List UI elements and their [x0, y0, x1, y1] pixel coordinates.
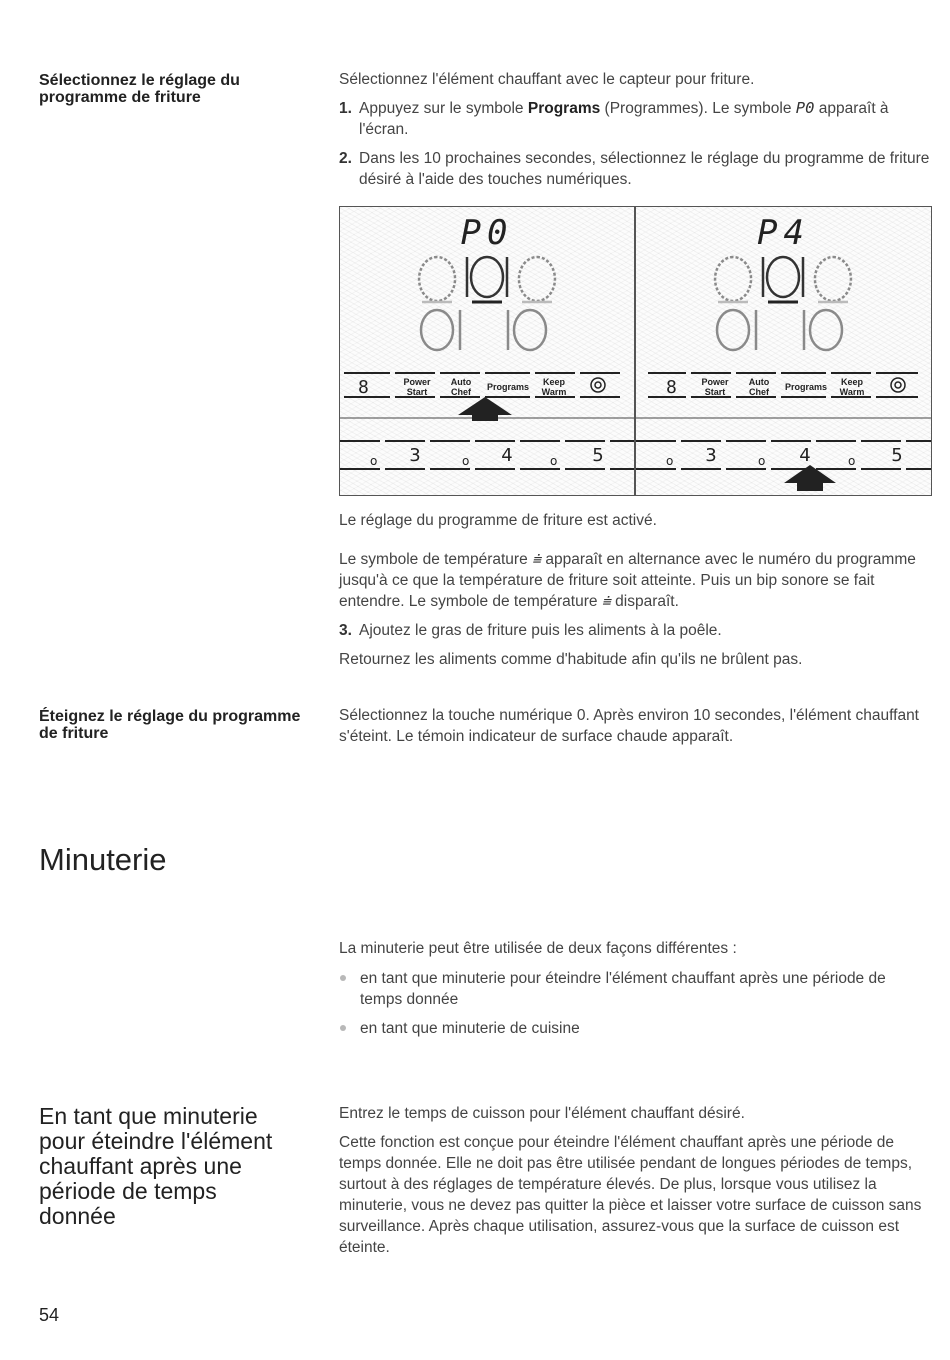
step-3 — [339, 620, 939, 641]
intro-paragraph: Sélectionnez l'élément chauffant avec le capteur pour friture. — [339, 71, 755, 88]
number-key-4: 4 — [799, 445, 811, 466]
bullet-icon — [340, 1025, 346, 1031]
timer-off-para-1: Entrez le temps de cuisson pour l'élément chauffant désiré. — [339, 1105, 745, 1122]
timer-icon — [591, 378, 605, 392]
step-2 — [339, 148, 939, 190]
auto-chef-key: Auto Chef — [450, 377, 472, 397]
step-number: 1. — [339, 100, 352, 117]
cooktop-figure — [339, 206, 932, 496]
step-number: 2. — [339, 150, 352, 167]
power-start-key: Power Start — [403, 377, 431, 397]
svg-text:o: o — [666, 454, 674, 468]
zone-digit: 8 — [358, 377, 369, 398]
para-text: disparaît. — [610, 593, 679, 610]
step-text: (Programmes). Le symbole — [600, 100, 796, 117]
keep-warm-key: Keep Warm — [839, 377, 865, 397]
section-heading-turn-off-frying: Éteignez le réglage du programme de friture — [39, 708, 301, 742]
burner-icons — [419, 257, 555, 350]
activated-paragraph: Le réglage du programme de friture est activé. — [339, 512, 657, 529]
programs-key: Programs — [486, 382, 530, 392]
programs-key: Programs — [784, 382, 828, 392]
number-key-3: 3 — [705, 445, 717, 466]
temperature-paragraph — [339, 549, 939, 612]
section-heading-select-frying: Sélectionnez le réglage du programme de friture — [39, 72, 240, 106]
step-number: 3. — [339, 622, 352, 639]
p0-symbol: P0 — [795, 99, 815, 117]
svg-text:o: o — [758, 454, 766, 468]
timer-off-para-2: Cette fonction est conçue pour éteindre l'élément chauffant après une période de temps donnée. Elle ne doit pas être utilisée pendant de longues périodes de temps, surtout à des réglages de température élevés. De plus, lorsque vous utilisez la minuterie, vous ne devez pas quitter la pièce et laisser votre surface de cuisson sans surveillance. Après chaque utilisation, assurez-vous que la surface de cuisson est éteinte. — [339, 1134, 922, 1256]
display-readout: P4 — [757, 213, 810, 253]
control-panel-left — [340, 207, 634, 495]
temperature-symbol-icon: ⩧ — [601, 592, 611, 610]
arrow-up-icon — [458, 397, 512, 421]
section-body-select-frying — [339, 69, 939, 198]
bullet-icon — [340, 975, 346, 981]
zone-digit: 8 — [666, 377, 677, 398]
svg-text:o: o — [848, 454, 856, 468]
auto-chef-key: Auto Chef — [748, 377, 770, 397]
burner-icons — [715, 257, 851, 350]
display-readout: P0 — [460, 213, 514, 253]
svg-text:o: o — [462, 454, 470, 468]
number-key-5: 5 — [592, 445, 604, 466]
para-text: apparaît en alternance avec le numéro du programme jusqu'à ce que la température de friture soit atteinte. Puis un bip sonore se fait entendre. Le symbole de température — [339, 551, 916, 610]
number-key-4: 4 — [501, 445, 513, 466]
section-body-after-figure — [339, 510, 939, 678]
step-text: Dans les 10 prochaines secondes, sélectionnez le réglage du programme de friture désiré à l'aide des touches numériques. — [359, 150, 930, 188]
timer-icon — [891, 378, 905, 392]
programs-term: Programs — [527, 100, 601, 117]
section-heading-timer-off: En tant que minuterie pour éteindre l'élément chauffant après une période de temps donnée — [39, 1103, 273, 1229]
temperature-symbol-icon: ⩧ — [532, 550, 542, 568]
control-panel-right — [636, 207, 931, 495]
minuterie-intro: La minuterie peut être utilisée de deux façons différentes : — [339, 940, 737, 957]
list-item — [339, 968, 929, 1010]
list-item-text: en tant que minuterie pour éteindre l'élément chauffant après une période de temps donnée — [360, 970, 886, 1008]
list-item — [339, 1018, 929, 1039]
step-1 — [339, 98, 939, 140]
para-text: Le symbole de température — [339, 551, 532, 568]
svg-text:o: o — [370, 454, 378, 468]
minuterie-body — [339, 938, 929, 1047]
power-start-key: Power Start — [701, 377, 729, 397]
page-number: 54 — [39, 1305, 60, 1325]
svg-text:o: o — [550, 454, 558, 468]
page-title: Minuterie — [39, 842, 167, 877]
step-text: apparaît à l'écran. — [359, 100, 889, 138]
step-text: Appuyez sur le symbole — [359, 100, 528, 117]
number-key-5: 5 — [891, 445, 903, 466]
timer-off-body — [339, 1103, 939, 1266]
closing-paragraph: Retournez les aliments comme d'habitude afin qu'ils ne brûlent pas. — [339, 651, 803, 668]
list-item-text: en tant que minuterie de cuisine — [360, 1020, 580, 1037]
step-text: Ajoutez le gras de friture puis les aliments à la poêle. — [359, 622, 722, 639]
keep-warm-key: Keep Warm — [541, 377, 567, 397]
number-key-3: 3 — [409, 445, 421, 466]
turn-off-paragraph: Sélectionnez la touche numérique 0. Après environ 10 secondes, l'élément chauffant s'éteint. Le témoin indicateur de surface chaude apparaît. — [339, 707, 919, 745]
